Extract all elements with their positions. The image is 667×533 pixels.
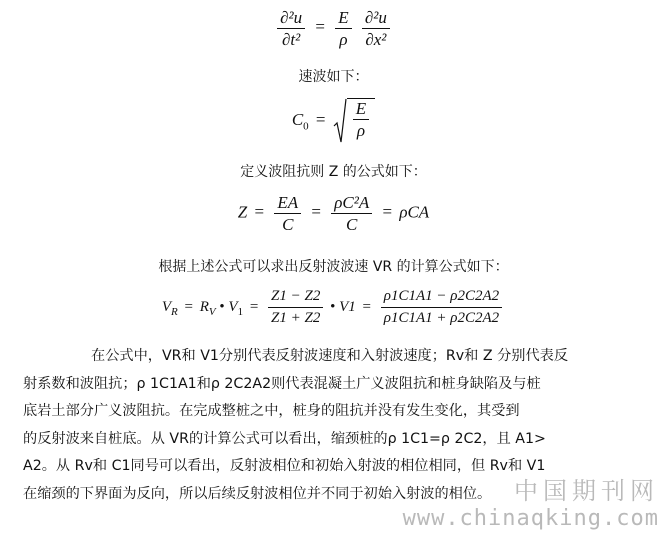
ea-denominator: C	[282, 215, 294, 234]
multiply-dot: •	[219, 298, 225, 315]
equals-sign: =	[315, 109, 326, 129]
rho-c2a-fraction	[331, 193, 372, 234]
velocity-equation	[0, 98, 667, 144]
multiply-dot: •	[330, 298, 336, 315]
z-ratio-fraction	[268, 287, 323, 328]
wave-equation	[0, 8, 667, 49]
c0-symbol: $C_0$	[291, 109, 309, 133]
impedance-ratio-fraction	[381, 287, 502, 328]
equals-sign: =	[184, 298, 193, 315]
v1-symbol: V1	[339, 298, 356, 315]
sqrt-fraction	[353, 99, 369, 140]
rho-ca-term: ρCA	[399, 202, 430, 222]
coefficient-fraction	[335, 8, 351, 49]
reflection-intro-line: 根据上述公式可以求出反射波波速 VR 的计算公式如下：	[158, 259, 509, 275]
watermark-url: www.chinaqking.com	[402, 506, 659, 531]
coefficient-denominator: ρ	[339, 30, 348, 49]
equals-sign: =	[382, 202, 393, 222]
rho-c2a-numerator: ρC²A	[331, 193, 372, 214]
paragraph-line: 在缩颈的下界面为反向，所以后续反射波相位并不同于初始入射波的相位。	[23, 485, 492, 502]
paragraph-line: 的反射波来自桩底。从 VR的计算公式可以看出，缩颈桩的ρ 1C1=ρ 2C2，且 A1>	[23, 430, 546, 447]
impedance-equation	[0, 193, 667, 234]
rho-c2a-denominator: C	[346, 215, 358, 234]
paragraph-line: 底岩土部分广义波阻抗。在完成整桩之中，桩身的阻抗并没有发生变化，其受到	[23, 403, 520, 419]
lhs-denominator: ∂t²	[282, 30, 301, 49]
rhs-numerator: ∂²u	[362, 8, 390, 29]
impedance-intro-line: 定义波阻抗则 Z 的公式如下：	[240, 164, 427, 180]
rv-symbol: $R_V$	[199, 298, 216, 318]
ea-numerator: EA	[274, 193, 301, 214]
velocity-intro-line: 速波如下：	[298, 69, 369, 85]
coefficient-numerator: E	[335, 8, 351, 29]
radical-sign-icon	[333, 98, 347, 144]
v1-symbol: $V_1$	[228, 298, 244, 318]
equals-sign: =	[254, 202, 265, 222]
paragraph-line: A2。从 Rv和 C1同号可以看出，反射波相位和初始入射波的相位相同，但 Rv和 V1	[23, 458, 546, 474]
vr-symbol: $V_R$	[161, 298, 178, 318]
square-root	[333, 98, 375, 144]
rhs-fraction	[362, 8, 390, 49]
lhs-fraction	[277, 8, 305, 49]
paragraph-line: 在公式中，VR和 V1分别代表反射波速度和入射波速度；Rv和 Z 分别代表反	[91, 348, 569, 364]
equals-sign: =	[311, 202, 321, 222]
impedance-ratio-denominator: ρ1C1A1 + ρ2C2A2	[383, 310, 500, 326]
z-ratio-numerator: Z1 − Z2	[268, 287, 323, 308]
ea-fraction	[274, 193, 301, 234]
equals-sign: =	[362, 298, 372, 315]
paragraph-line: 射系数和波阻抗；ρ 1C1A1和ρ 2C2A2则代表混凝土广义波阻抗和桩身缺陷及与桩	[23, 375, 541, 392]
body-paragraph	[23, 343, 657, 508]
equals-sign: =	[315, 17, 325, 37]
impedance-ratio-numerator: ρ1C1A1 − ρ2C2A2	[381, 287, 502, 308]
lhs-numerator: ∂²u	[277, 8, 305, 29]
equals-sign: =	[249, 298, 259, 315]
sqrt-numerator: E	[353, 99, 369, 120]
reflection-velocity-equation	[0, 287, 667, 328]
watermark-chinese: 中国期刊网	[514, 477, 659, 505]
rhs-denominator: ∂x²	[365, 30, 387, 49]
z-ratio-denominator: Z1 + Z2	[271, 310, 321, 326]
z-symbol: Z	[237, 202, 248, 222]
sqrt-denominator: ρ	[356, 121, 366, 140]
